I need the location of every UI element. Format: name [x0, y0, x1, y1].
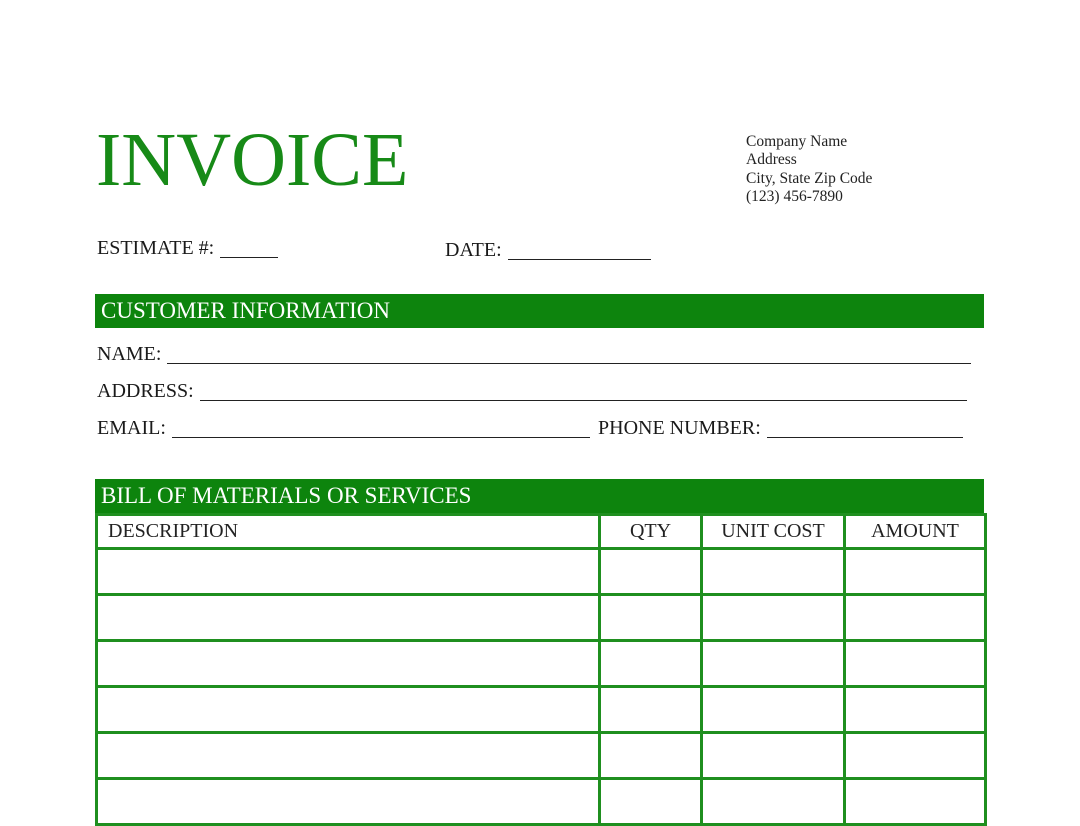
invoice-title: INVOICE: [96, 118, 409, 202]
amount-cell[interactable]: [845, 733, 986, 779]
qty-cell[interactable]: [600, 779, 702, 825]
email-label: EMAIL:: [97, 417, 166, 439]
date-input[interactable]: [508, 243, 651, 260]
column-header-amount: AMOUNT: [845, 515, 986, 549]
name-field: [97, 344, 971, 364]
address-input[interactable]: [200, 384, 967, 401]
estimate-number-field: [97, 238, 278, 258]
column-header-qty: QTY: [600, 515, 702, 549]
table-row: [97, 733, 986, 779]
description-cell[interactable]: [97, 779, 600, 825]
table-row: [97, 687, 986, 733]
company-info: [746, 133, 872, 206]
date-label: DATE:: [445, 239, 502, 261]
unit-cost-cell[interactable]: [702, 595, 845, 641]
address-field: [97, 381, 967, 401]
description-cell[interactable]: [97, 595, 600, 641]
table-row: [97, 549, 986, 595]
company-name: Company Name: [746, 133, 848, 150]
table-header-row: [97, 515, 986, 549]
email-input[interactable]: [172, 421, 590, 438]
qty-cell[interactable]: [600, 641, 702, 687]
qty-cell[interactable]: [600, 687, 702, 733]
email-field: [97, 418, 590, 438]
description-cell[interactable]: [97, 641, 600, 687]
customer-info-header: CUSTOMER INFORMATION: [95, 294, 984, 328]
date-field: [445, 240, 651, 260]
amount-cell[interactable]: [845, 779, 986, 825]
name-input[interactable]: [167, 347, 971, 364]
company-address: Address: [746, 151, 797, 169]
description-cell[interactable]: [97, 733, 600, 779]
amount-cell[interactable]: [845, 595, 986, 641]
description-cell[interactable]: [97, 549, 600, 595]
description-cell[interactable]: [97, 687, 600, 733]
amount-cell[interactable]: [845, 687, 986, 733]
unit-cost-cell[interactable]: [702, 733, 845, 779]
qty-cell[interactable]: [600, 733, 702, 779]
amount-cell[interactable]: [845, 549, 986, 595]
company-phone: (123) 456-7890: [746, 187, 843, 205]
table-row: [97, 641, 986, 687]
bill-of-materials-header: BILL OF MATERIALS OR SERVICES: [95, 479, 984, 513]
estimate-number-input[interactable]: [220, 241, 278, 258]
amount-cell[interactable]: [845, 641, 986, 687]
estimate-number-label: ESTIMATE #:: [97, 237, 215, 259]
qty-cell[interactable]: [600, 595, 702, 641]
column-header-description: DESCRIPTION: [97, 515, 600, 549]
table-row: [97, 779, 986, 825]
bill-of-materials-table: [95, 513, 987, 826]
unit-cost-cell[interactable]: [702, 687, 845, 733]
unit-cost-cell[interactable]: [702, 549, 845, 595]
company-city-state-zip: City, State Zip Code: [746, 169, 873, 187]
unit-cost-cell[interactable]: [702, 641, 845, 687]
bill-of-materials-body: [97, 549, 986, 825]
table-row: [97, 595, 986, 641]
name-label: NAME:: [97, 343, 162, 365]
qty-cell[interactable]: [600, 549, 702, 595]
unit-cost-cell[interactable]: [702, 779, 845, 825]
phone-number-field: [598, 418, 963, 438]
phone-number-input[interactable]: [767, 421, 963, 438]
column-header-unit-cost: UNIT COST: [702, 515, 845, 549]
phone-number-label: PHONE NUMBER:: [598, 417, 761, 439]
address-label: ADDRESS:: [97, 380, 194, 402]
